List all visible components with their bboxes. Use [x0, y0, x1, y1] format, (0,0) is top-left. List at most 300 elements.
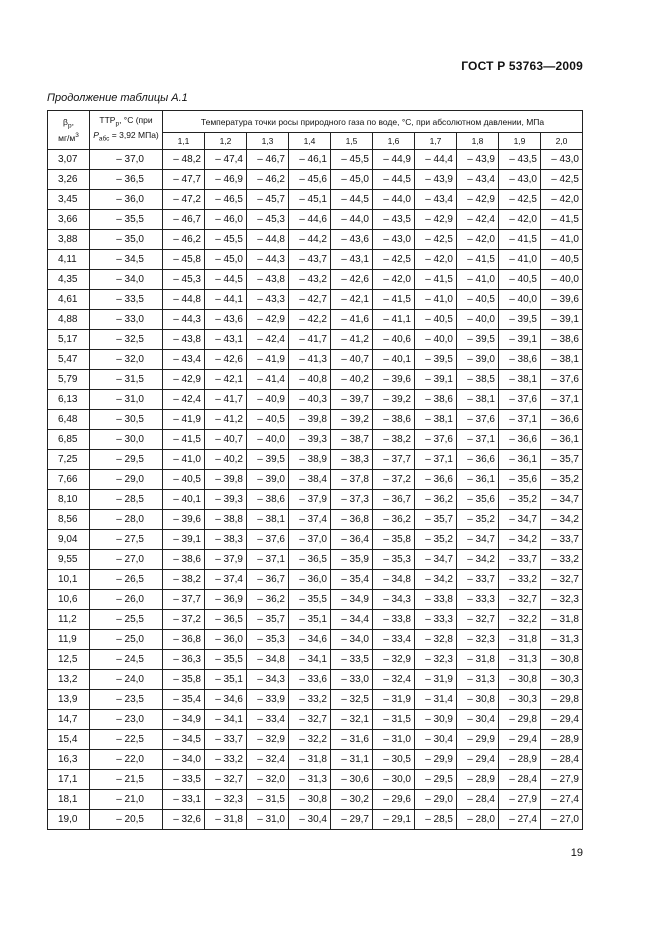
dew-point-cell: – 38,1 [499, 370, 541, 390]
beta-cell: 9,55 [48, 550, 90, 570]
ttr-cell: – 27,0 [90, 550, 163, 570]
dew-point-cell: – 30,3 [541, 670, 583, 690]
ttr-cell: – 36,5 [90, 170, 163, 190]
dew-point-cell: – 39,6 [373, 370, 415, 390]
dew-point-cell: – 41,0 [415, 290, 457, 310]
dew-point-cell: – 37,4 [289, 510, 331, 530]
beta-cell: 3,07 [48, 150, 90, 170]
dew-point-cell: – 42,5 [499, 190, 541, 210]
dew-point-cell: – 43,9 [415, 170, 457, 190]
table-row [48, 290, 583, 310]
dew-point-cell: – 32,2 [499, 610, 541, 630]
beta-cell: 8,56 [48, 510, 90, 530]
dew-point-cell: – 43,3 [247, 290, 289, 310]
dew-point-cell: – 40,7 [331, 350, 373, 370]
beta-cell: 4,35 [48, 270, 90, 290]
dew-point-cell: – 40,0 [457, 310, 499, 330]
dew-point-cell: – 41,0 [163, 450, 205, 470]
dew-point-cell: – 37,2 [163, 610, 205, 630]
dew-point-cell: – 28,4 [457, 790, 499, 810]
dew-point-cell: – 39,1 [499, 330, 541, 350]
dew-point-cell: – 27,0 [541, 810, 583, 830]
ttr-cell: – 32,5 [90, 330, 163, 350]
dew-point-cell: – 42,0 [457, 230, 499, 250]
dew-point-cell: – 37,2 [373, 470, 415, 490]
table-row [48, 410, 583, 430]
dew-point-cell: – 31,0 [373, 730, 415, 750]
dew-point-cell: – 31,3 [541, 630, 583, 650]
dew-point-cell: – 39,0 [457, 350, 499, 370]
dew-point-cell: – 36,5 [289, 550, 331, 570]
dew-point-cell: – 33,2 [541, 550, 583, 570]
dew-point-cell: – 40,6 [373, 330, 415, 350]
dew-point-cell: – 33,0 [331, 670, 373, 690]
dew-point-cell: – 31,8 [289, 750, 331, 770]
dew-point-cell: – 37,9 [205, 550, 247, 570]
dew-point-cell: – 45,7 [247, 190, 289, 210]
beta-cell: 4,61 [48, 290, 90, 310]
dew-point-cell: – 32,6 [163, 810, 205, 830]
dew-point-cell: – 34,7 [499, 510, 541, 530]
ttr-cell: – 23,5 [90, 690, 163, 710]
dew-point-cell: – 31,3 [289, 770, 331, 790]
beta-cell: 3,66 [48, 210, 90, 230]
dew-point-cell: – 33,2 [499, 570, 541, 590]
dew-point-cell: – 37,9 [289, 490, 331, 510]
dew-point-cell: – 36,6 [415, 470, 457, 490]
dew-point-cell: – 28,4 [541, 750, 583, 770]
dew-point-cell: – 27,4 [541, 790, 583, 810]
dew-point-cell: – 43,6 [205, 310, 247, 330]
dew-point-cell: – 38,7 [331, 430, 373, 450]
dew-point-cell: – 40,1 [163, 490, 205, 510]
beta-cell: 8,10 [48, 490, 90, 510]
table-row [48, 190, 583, 210]
dew-point-cell: – 35,3 [247, 630, 289, 650]
dew-point-cell: – 42,0 [541, 190, 583, 210]
dew-point-cell: – 44,8 [247, 230, 289, 250]
dew-point-cell: – 37,1 [247, 550, 289, 570]
dew-point-cell: – 38,6 [499, 350, 541, 370]
dew-point-cell: – 43,5 [499, 150, 541, 170]
dew-point-cell: – 32,9 [247, 730, 289, 750]
table-row [48, 390, 583, 410]
dew-point-cell: – 38,1 [541, 350, 583, 370]
pressure-header-4: 1,5 [331, 133, 373, 150]
dew-point-cell: – 42,9 [247, 310, 289, 330]
dew-point-cell: – 40,1 [373, 350, 415, 370]
dew-point-cell: – 41,4 [247, 370, 289, 390]
dew-point-cell: – 30,8 [541, 650, 583, 670]
dew-point-cell: – 31,9 [373, 690, 415, 710]
dew-point-cell: – 46,2 [247, 170, 289, 190]
dew-point-cell: – 33,7 [541, 530, 583, 550]
dew-point-cell: – 45,6 [289, 170, 331, 190]
dew-point-cell: – 29,0 [415, 790, 457, 810]
dew-point-cell: – 39,3 [289, 430, 331, 450]
dew-point-cell: – 43,0 [373, 230, 415, 250]
dew-point-cell: – 30,8 [289, 790, 331, 810]
dew-point-cell: – 28,5 [415, 810, 457, 830]
dew-point-cell: – 43,2 [289, 270, 331, 290]
dew-point-cell: – 38,1 [457, 390, 499, 410]
beta-cell: 6,48 [48, 410, 90, 430]
dew-point-cell: – 29,1 [373, 810, 415, 830]
dew-point-cell: – 42,5 [541, 170, 583, 190]
dew-point-cell: – 39,1 [415, 370, 457, 390]
dew-point-cell: – 37,8 [331, 470, 373, 490]
dew-point-cell: – 41,3 [289, 350, 331, 370]
dew-point-cell: – 37,6 [457, 410, 499, 430]
dew-point-cell: – 43,4 [457, 170, 499, 190]
dew-point-cell: – 32,7 [541, 570, 583, 590]
ttr-cell: – 27,5 [90, 530, 163, 550]
dew-point-cell: – 42,7 [289, 290, 331, 310]
dew-point-cell: – 32,4 [373, 670, 415, 690]
dew-point-cell: – 34,0 [163, 750, 205, 770]
dew-point-cell: – 32,0 [247, 770, 289, 790]
pressure-header-9: 2,0 [541, 133, 583, 150]
dew-point-cell: – 27,9 [541, 770, 583, 790]
dew-point-cell: – 42,5 [415, 230, 457, 250]
beta-cell: 15,4 [48, 730, 90, 750]
dew-point-cell: – 34,2 [541, 510, 583, 530]
table-row [48, 650, 583, 670]
dew-point-cell: – 34,7 [457, 530, 499, 550]
dew-point-cell: – 41,5 [373, 290, 415, 310]
dew-point-cell: – 40,0 [499, 290, 541, 310]
dew-point-cell: – 41,9 [247, 350, 289, 370]
dew-point-cell: – 29,8 [541, 690, 583, 710]
beta-cell: 5,17 [48, 330, 90, 350]
dew-point-cell: – 36,4 [331, 530, 373, 550]
dew-point-cell: – 41,0 [499, 250, 541, 270]
dew-point-cell: – 35,5 [289, 590, 331, 610]
dew-point-cell: – 28,0 [457, 810, 499, 830]
dew-point-cell: – 39,5 [499, 310, 541, 330]
dew-point-cell: – 37,1 [499, 410, 541, 430]
dew-point-cell: – 42,0 [415, 250, 457, 270]
dew-point-cell: – 30,8 [457, 690, 499, 710]
dew-point-cell: – 27,9 [499, 790, 541, 810]
beta-cell: 5,47 [48, 350, 90, 370]
dew-point-cell: – 31,8 [499, 630, 541, 650]
dew-point-cell: – 40,5 [457, 290, 499, 310]
dew-point-cell: – 31,8 [457, 650, 499, 670]
dew-point-cell: – 34,2 [415, 570, 457, 590]
table-row [48, 350, 583, 370]
ttr-cell: – 35,5 [90, 210, 163, 230]
dew-point-cell: – 36,0 [289, 570, 331, 590]
dew-point-cell: – 41,5 [457, 250, 499, 270]
dew-point-cell: – 38,2 [373, 430, 415, 450]
table-row [48, 590, 583, 610]
beta-cell: 10,1 [48, 570, 90, 590]
dew-point-cell: – 39,2 [373, 390, 415, 410]
dew-point-cell: – 34,6 [205, 690, 247, 710]
ttr-cell: – 31,5 [90, 370, 163, 390]
dew-point-cell: – 35,4 [163, 690, 205, 710]
ttr-cell: – 23,0 [90, 710, 163, 730]
dew-point-cell: – 37,6 [499, 390, 541, 410]
dew-point-cell: – 38,6 [247, 490, 289, 510]
ttr-cell: – 28,0 [90, 510, 163, 530]
dew-point-cell: – 37,0 [289, 530, 331, 550]
dew-point-cell: – 38,1 [247, 510, 289, 530]
standard-code: ГОСТ Р 53763—2009 [461, 59, 583, 73]
dew-point-cell: – 32,7 [457, 610, 499, 630]
table-row [48, 270, 583, 290]
dew-point-cell: – 35,7 [415, 510, 457, 530]
dew-point-cell: – 38,3 [205, 530, 247, 550]
dew-point-cell: – 36,6 [499, 430, 541, 450]
dew-point-cell: – 43,1 [331, 250, 373, 270]
dew-point-cell: – 33,4 [247, 710, 289, 730]
dew-point-cell: – 34,5 [163, 730, 205, 750]
ttr-cell: – 34,5 [90, 250, 163, 270]
dew-point-cell: – 31,4 [415, 690, 457, 710]
dew-point-cell: – 44,6 [289, 210, 331, 230]
dew-point-cell: – 37,1 [415, 450, 457, 470]
dew-point-cell: – 46,7 [163, 210, 205, 230]
beta-cell: 7,66 [48, 470, 90, 490]
dew-point-cell: – 36,1 [499, 450, 541, 470]
dew-point-cell: – 32,3 [205, 790, 247, 810]
dew-point-cell: – 44,0 [331, 210, 373, 230]
dew-point-cell: – 40,0 [541, 270, 583, 290]
dew-point-cell: – 39,5 [415, 350, 457, 370]
dew-point-cell: – 33,8 [415, 590, 457, 610]
header-ttr: $ТТР_р$, °С (при $Р_{абс} = 3,92$ МПа) [90, 111, 163, 150]
dew-point-cell: – 47,2 [163, 190, 205, 210]
dew-point-cell: – 29,7 [331, 810, 373, 830]
dew-point-cell: – 32,9 [373, 650, 415, 670]
dew-point-cell: – 34,8 [247, 650, 289, 670]
ttr-cell: – 34,0 [90, 270, 163, 290]
dew-point-cell: – 34,1 [205, 710, 247, 730]
ttr-cell: – 30,5 [90, 410, 163, 430]
dew-point-cell: – 38,6 [541, 330, 583, 350]
dew-point-cell: – 35,2 [499, 490, 541, 510]
dew-point-cell: – 38,3 [331, 450, 373, 470]
dew-point-cell: – 31,9 [415, 670, 457, 690]
dew-point-cell: – 36,8 [331, 510, 373, 530]
ttr-cell: – 25,5 [90, 610, 163, 630]
dew-point-cell: – 35,8 [373, 530, 415, 550]
dew-point-cell: – 40,8 [289, 370, 331, 390]
dew-point-cell: – 39,0 [247, 470, 289, 490]
dew-point-cell: – 30,0 [373, 770, 415, 790]
dew-point-cell: – 34,2 [499, 530, 541, 550]
dew-point-cell: – 37,7 [163, 590, 205, 610]
dew-point-cell: – 33,8 [373, 610, 415, 630]
dew-point-cell: – 38,9 [289, 450, 331, 470]
beta-cell: 3,26 [48, 170, 90, 190]
dew-point-cell: – 46,1 [289, 150, 331, 170]
table-row [48, 210, 583, 230]
dew-point-cell: – 43,0 [499, 170, 541, 190]
dew-point-cell: – 29,6 [373, 790, 415, 810]
dew-point-cell: – 32,3 [457, 630, 499, 650]
ttr-cell: – 22,0 [90, 750, 163, 770]
dew-point-cell: – 44,4 [415, 150, 457, 170]
dew-point-cell: – 34,3 [373, 590, 415, 610]
dew-point-cell: – 31,8 [205, 810, 247, 830]
dew-point-cell: – 36,1 [457, 470, 499, 490]
beta-cell: 11,9 [48, 630, 90, 650]
dew-point-cell: – 39,6 [541, 290, 583, 310]
dew-point-cell: – 37,4 [205, 570, 247, 590]
dew-point-cell: – 44,1 [205, 290, 247, 310]
dew-point-cell: – 36,2 [373, 510, 415, 530]
dew-point-cell: – 29,4 [457, 750, 499, 770]
dew-point-cell: – 33,7 [205, 730, 247, 750]
table-row [48, 310, 583, 330]
beta-cell: 6,85 [48, 430, 90, 450]
dew-point-cell: – 42,4 [247, 330, 289, 350]
dew-point-cell: – 29,4 [499, 730, 541, 750]
beta-cell: 13,9 [48, 690, 90, 710]
dew-point-cell: – 45,1 [289, 190, 331, 210]
dew-point-cell: – 37,6 [415, 430, 457, 450]
pressure-header-8: 1,9 [499, 133, 541, 150]
dew-point-cell: – 30,4 [457, 710, 499, 730]
dew-point-cell: – 48,2 [163, 150, 205, 170]
dew-point-cell: – 42,9 [415, 210, 457, 230]
dew-point-cell: – 32,3 [541, 590, 583, 610]
dew-point-cell: – 41,5 [541, 210, 583, 230]
dew-point-cell: – 44,0 [373, 190, 415, 210]
pressure-header-6: 1,7 [415, 133, 457, 150]
dew-point-cell: – 40,0 [247, 430, 289, 450]
dew-point-cell: – 34,4 [331, 610, 373, 630]
ttr-cell: – 26,0 [90, 590, 163, 610]
dew-point-cell: – 39,7 [331, 390, 373, 410]
ttr-cell: – 21,0 [90, 790, 163, 810]
dew-point-cell: – 32,2 [289, 730, 331, 750]
dew-point-cell: – 37,6 [247, 530, 289, 550]
dew-point-cell: – 37,7 [373, 450, 415, 470]
table-row [48, 710, 583, 730]
dew-point-cell: – 30,9 [415, 710, 457, 730]
dew-point-cell: – 42,0 [499, 210, 541, 230]
pressure-header-1: 1,2 [205, 133, 247, 150]
table-row [48, 670, 583, 690]
dew-point-cell: – 35,7 [541, 450, 583, 470]
dew-point-cell: – 33,5 [163, 770, 205, 790]
table-caption: Продолжение таблицы А.1 [47, 92, 188, 104]
dew-point-cell: – 36,6 [457, 450, 499, 470]
dew-point-cell: – 33,2 [205, 750, 247, 770]
dew-point-cell: – 33,5 [331, 650, 373, 670]
table-row [48, 150, 583, 170]
dew-point-cell: – 35,4 [331, 570, 373, 590]
beta-cell: 6,13 [48, 390, 90, 410]
table-row [48, 330, 583, 350]
dew-point-cell: – 30,8 [499, 670, 541, 690]
dew-point-cell: – 40,2 [205, 450, 247, 470]
ttr-cell: – 29,5 [90, 450, 163, 470]
pressure-header-0: 1,1 [163, 133, 205, 150]
beta-cell: 13,2 [48, 670, 90, 690]
dew-point-cell: – 45,5 [205, 230, 247, 250]
dew-point-cell: – 43,6 [331, 230, 373, 250]
beta-cell: 14,7 [48, 710, 90, 730]
dew-point-cell: – 39,5 [457, 330, 499, 350]
beta-cell: 4,11 [48, 250, 90, 270]
dew-point-cell: – 30,5 [373, 750, 415, 770]
table-row [48, 470, 583, 490]
dew-point-cell: – 34,6 [289, 630, 331, 650]
dew-point-cell: – 35,3 [373, 550, 415, 570]
dew-point-cell: – 45,3 [163, 270, 205, 290]
dew-point-cell: – 42,2 [289, 310, 331, 330]
beta-cell: 18,1 [48, 790, 90, 810]
dew-point-cell: – 41,2 [205, 410, 247, 430]
ttr-cell: – 22,5 [90, 730, 163, 750]
dew-point-cell: – 35,6 [457, 490, 499, 510]
dew-point-cell: – 40,3 [289, 390, 331, 410]
dew-point-cell: – 37,1 [541, 390, 583, 410]
dew-point-cell: – 33,3 [457, 590, 499, 610]
dew-point-cell: – 36,0 [205, 630, 247, 650]
dew-point-cell: – 33,3 [415, 610, 457, 630]
dew-point-cell: – 45,0 [331, 170, 373, 190]
table-row [48, 790, 583, 810]
dew-point-cell: – 46,7 [247, 150, 289, 170]
dew-point-cell: – 29,8 [499, 710, 541, 730]
dew-point-cell: – 36,6 [541, 410, 583, 430]
ttr-cell: – 26,5 [90, 570, 163, 590]
table-row [48, 430, 583, 450]
table-row [48, 610, 583, 630]
dew-point-cell: – 40,9 [247, 390, 289, 410]
ttr-cell: – 32,0 [90, 350, 163, 370]
dew-point-cell: – 34,1 [289, 650, 331, 670]
beta-cell: 17,1 [48, 770, 90, 790]
dew-point-cell: – 43,4 [163, 350, 205, 370]
dew-point-cell: – 34,7 [415, 550, 457, 570]
dew-point-cell: – 32,7 [289, 710, 331, 730]
dew-point-cell: – 43,1 [205, 330, 247, 350]
dew-point-cell: – 40,5 [499, 270, 541, 290]
dew-point-cell: – 28,4 [499, 770, 541, 790]
dew-point-cell: – 32,5 [331, 690, 373, 710]
dew-point-cell: – 39,6 [163, 510, 205, 530]
dew-point-cell: – 43,7 [289, 250, 331, 270]
dew-point-cell: – 40,5 [163, 470, 205, 490]
dew-point-cell: – 41,1 [373, 310, 415, 330]
dew-point-cell: – 34,9 [163, 710, 205, 730]
dew-point-cell: – 35,1 [205, 670, 247, 690]
dew-point-cell: – 34,7 [541, 490, 583, 510]
dew-point-cell: – 27,4 [499, 810, 541, 830]
table-row [48, 530, 583, 550]
ttr-cell: – 25,0 [90, 630, 163, 650]
dew-point-cell: – 37,6 [541, 370, 583, 390]
dew-point-cell: – 44,5 [205, 270, 247, 290]
dew-point-table [47, 110, 583, 830]
dew-point-cell: – 40,0 [415, 330, 457, 350]
dew-point-cell: – 42,4 [163, 390, 205, 410]
dew-point-cell: – 42,6 [205, 350, 247, 370]
dew-point-cell: – 39,1 [163, 530, 205, 550]
dew-point-cell: – 35,5 [205, 650, 247, 670]
table-row [48, 450, 583, 470]
dew-point-cell: – 41,7 [205, 390, 247, 410]
dew-point-cell: – 36,3 [163, 650, 205, 670]
dew-point-cell: – 33,7 [457, 570, 499, 590]
